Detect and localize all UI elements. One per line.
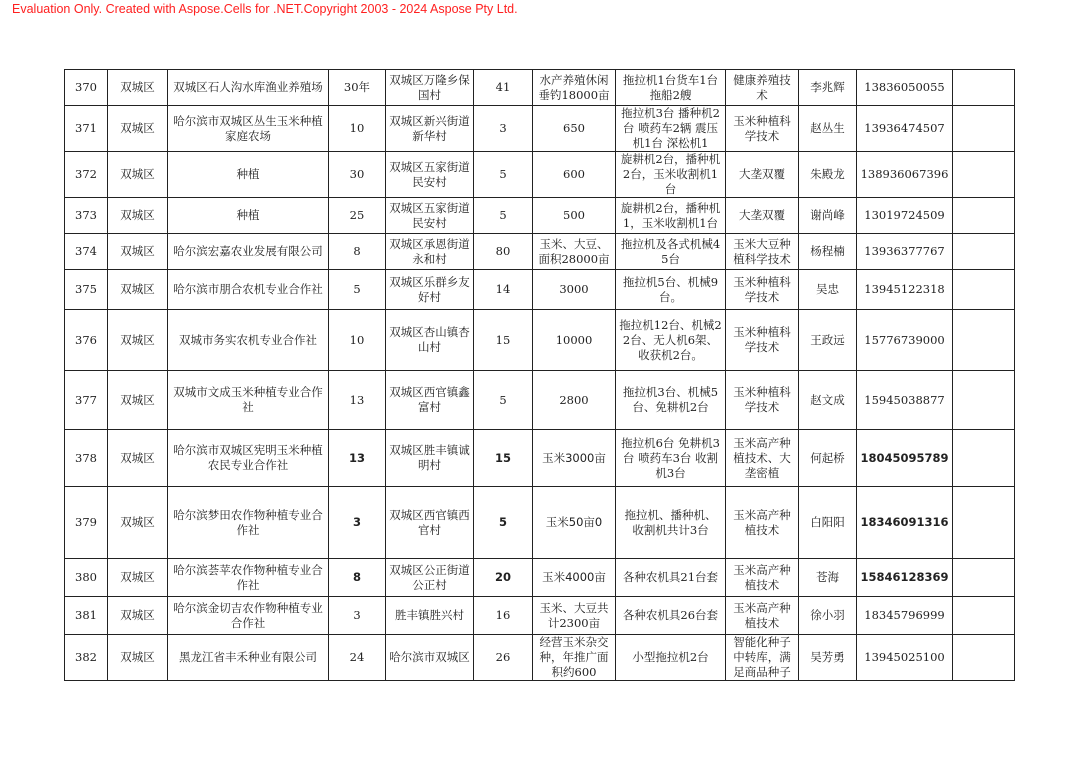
cell-district: 双城区 <box>108 371 168 430</box>
cell-years: 8 <box>329 234 386 270</box>
cell-tech: 玉米种植科学技术 <box>726 371 799 430</box>
cell-phone: 15846128369 <box>857 559 953 597</box>
cell-empty <box>953 70 1015 106</box>
cell-scale: 玉米、大豆、面积28000亩 <box>533 234 616 270</box>
cell-machinery: 拖拉机3台 播种机2台 喷药车2辆 震压机1台 深松机1 <box>616 106 726 152</box>
watermark-text: Evaluation Only. Created with Aspose.Cells for .NET.Copyright 2003 - 2024 Aspose Pty Ltd. <box>12 2 518 16</box>
cell-contact: 徐小羽 <box>799 597 857 635</box>
cell-location: 双城区五家街道民安村 <box>386 152 474 198</box>
spreadsheet-table <box>64 69 1015 681</box>
cell-district: 双城区 <box>108 559 168 597</box>
cell-location: 双城区新兴街道新华村 <box>386 106 474 152</box>
cell-years: 3 <box>329 597 386 635</box>
cell-empty <box>953 487 1015 559</box>
table-row <box>65 310 1015 371</box>
table-row <box>65 430 1015 487</box>
cell-scale: 玉米4000亩 <box>533 559 616 597</box>
cell-years: 3 <box>329 487 386 559</box>
cell-no: 378 <box>65 430 108 487</box>
cell-years: 25 <box>329 198 386 234</box>
cell-location: 双城区万隆乡保国村 <box>386 70 474 106</box>
cell-scale: 水产养殖休闲垂钓18000亩 <box>533 70 616 106</box>
cell-scale: 650 <box>533 106 616 152</box>
cell-workers: 41 <box>474 70 533 106</box>
cell-contact: 白阳阳 <box>799 487 857 559</box>
cell-no: 374 <box>65 234 108 270</box>
cell-tech: 智能化种子中转库，满足商品种子 <box>726 635 799 681</box>
cell-district: 双城区 <box>108 70 168 106</box>
table-row <box>65 234 1015 270</box>
cell-name: 哈尔滨金切吉农作物种植专业合作社 <box>168 597 329 635</box>
cell-tech: 健康养殖技术 <box>726 70 799 106</box>
cell-scale: 玉米50亩0 <box>533 487 616 559</box>
cell-tech: 玉米大豆种植科学技术 <box>726 234 799 270</box>
cell-contact: 李兆辉 <box>799 70 857 106</box>
cell-location: 双城区承恩街道永和村 <box>386 234 474 270</box>
cell-no: 375 <box>65 270 108 310</box>
cell-machinery: 拖拉机5台、机械9台。 <box>616 270 726 310</box>
cell-contact: 吴忠 <box>799 270 857 310</box>
cell-phone: 13936474507 <box>857 106 953 152</box>
cell-contact: 赵丛生 <box>799 106 857 152</box>
table-row <box>65 198 1015 234</box>
cell-district: 双城区 <box>108 487 168 559</box>
cell-empty <box>953 234 1015 270</box>
cell-contact: 赵文成 <box>799 371 857 430</box>
cell-years: 10 <box>329 106 386 152</box>
cell-phone: 138936067396 <box>857 152 953 198</box>
cell-empty <box>953 270 1015 310</box>
cell-workers: 5 <box>474 487 533 559</box>
cell-district: 双城区 <box>108 152 168 198</box>
cell-contact: 谢尚峰 <box>799 198 857 234</box>
cell-no: 381 <box>65 597 108 635</box>
cell-machinery: 各种农机具21台套 <box>616 559 726 597</box>
cell-empty <box>953 106 1015 152</box>
cell-phone: 13836050055 <box>857 70 953 106</box>
cell-years: 13 <box>329 430 386 487</box>
table-row <box>65 106 1015 152</box>
cell-empty <box>953 198 1015 234</box>
cell-workers: 26 <box>474 635 533 681</box>
cell-phone: 13936377767 <box>857 234 953 270</box>
cell-phone: 13945025100 <box>857 635 953 681</box>
cell-machinery: 旋耕机2台，播种机2台，玉米收割机1台 <box>616 152 726 198</box>
cell-scale: 600 <box>533 152 616 198</box>
cell-tech: 玉米高产种植技术 <box>726 597 799 635</box>
cell-name: 双城区石人沟水库渔业养殖场 <box>168 70 329 106</box>
cell-workers: 5 <box>474 152 533 198</box>
cell-empty <box>953 430 1015 487</box>
cell-no: 372 <box>65 152 108 198</box>
cell-phone: 18346091316 <box>857 487 953 559</box>
cell-years: 8 <box>329 559 386 597</box>
cell-district: 双城区 <box>108 234 168 270</box>
table-row <box>65 487 1015 559</box>
cell-machinery: 各种农机具26台套 <box>616 597 726 635</box>
cell-years: 5 <box>329 270 386 310</box>
cell-tech: 玉米种植科学技术 <box>726 310 799 371</box>
cell-location: 双城区五家街道民安村 <box>386 198 474 234</box>
table-row <box>65 371 1015 430</box>
cell-tech: 玉米高产种植技术 <box>726 559 799 597</box>
cell-contact: 苍海 <box>799 559 857 597</box>
cell-tech: 玉米高产种植技术 <box>726 487 799 559</box>
cell-empty <box>953 559 1015 597</box>
cell-empty <box>953 371 1015 430</box>
cell-phone: 13945122318 <box>857 270 953 310</box>
cell-district: 双城区 <box>108 635 168 681</box>
cell-empty <box>953 597 1015 635</box>
cell-no: 373 <box>65 198 108 234</box>
cell-district: 双城区 <box>108 310 168 371</box>
cell-workers: 15 <box>474 430 533 487</box>
cell-name: 种植 <box>168 198 329 234</box>
table-row <box>65 270 1015 310</box>
cell-tech: 大垄双覆 <box>726 152 799 198</box>
cell-tech: 大垄双覆 <box>726 198 799 234</box>
cell-workers: 15 <box>474 310 533 371</box>
cell-contact: 朱殿龙 <box>799 152 857 198</box>
cell-scale: 3000 <box>533 270 616 310</box>
cell-district: 双城区 <box>108 198 168 234</box>
cell-machinery: 拖拉机及各式机械45台 <box>616 234 726 270</box>
cell-scale: 玉米3000亩 <box>533 430 616 487</box>
table-row <box>65 152 1015 198</box>
cell-contact: 杨程楠 <box>799 234 857 270</box>
table-row <box>65 70 1015 106</box>
cell-workers: 5 <box>474 198 533 234</box>
cell-tech: 玉米种植科学技术 <box>726 270 799 310</box>
cell-name: 哈尔滨梦田农作物种植专业合作社 <box>168 487 329 559</box>
cell-empty <box>953 152 1015 198</box>
cell-no: 371 <box>65 106 108 152</box>
cell-district: 双城区 <box>108 597 168 635</box>
cell-workers: 20 <box>474 559 533 597</box>
cell-workers: 80 <box>474 234 533 270</box>
cell-location: 双城区胜丰镇诚明村 <box>386 430 474 487</box>
cell-empty <box>953 635 1015 681</box>
cell-machinery: 拖拉机12台、机械22台、无人机6架、收获机2台。 <box>616 310 726 371</box>
cell-scale: 10000 <box>533 310 616 371</box>
cell-location: 双城区西官镇西官村 <box>386 487 474 559</box>
cell-no: 376 <box>65 310 108 371</box>
cell-machinery: 拖拉机1台货车1台拖船2艘 <box>616 70 726 106</box>
cell-location: 双城区杏山镇杏山村 <box>386 310 474 371</box>
cell-no: 380 <box>65 559 108 597</box>
cell-contact: 吴芳勇 <box>799 635 857 681</box>
cell-workers: 14 <box>474 270 533 310</box>
cell-name: 哈尔滨市双城区丛生玉米种植家庭农场 <box>168 106 329 152</box>
cell-years: 13 <box>329 371 386 430</box>
table-row <box>65 597 1015 635</box>
cell-name: 哈尔滨宏嘉农业发展有限公司 <box>168 234 329 270</box>
cell-machinery: 小型拖拉机2台 <box>616 635 726 681</box>
cell-name: 种植 <box>168 152 329 198</box>
cell-district: 双城区 <box>108 106 168 152</box>
cell-scale: 2800 <box>533 371 616 430</box>
cell-years: 24 <box>329 635 386 681</box>
cell-district: 双城区 <box>108 430 168 487</box>
cell-name: 双城市务实农机专业合作社 <box>168 310 329 371</box>
cell-location: 哈尔滨市双城区 <box>386 635 474 681</box>
cell-contact: 何起桥 <box>799 430 857 487</box>
cell-no: 379 <box>65 487 108 559</box>
cell-location: 双城区公正街道公正村 <box>386 559 474 597</box>
cell-tech: 玉米高产种植技术、大垄密植 <box>726 430 799 487</box>
cell-empty <box>953 310 1015 371</box>
cell-years: 30年 <box>329 70 386 106</box>
cell-location: 双城区乐群乡友好村 <box>386 270 474 310</box>
cell-contact: 王政远 <box>799 310 857 371</box>
cell-scale: 经营玉米杂交种，年推广面积约600 <box>533 635 616 681</box>
table-row <box>65 559 1015 597</box>
cell-location: 胜丰镇胜兴村 <box>386 597 474 635</box>
cell-phone: 13019724509 <box>857 198 953 234</box>
cell-name: 哈尔滨荟苹农作物种植专业合作社 <box>168 559 329 597</box>
cell-phone: 15945038877 <box>857 371 953 430</box>
cell-name: 黑龙江省丰禾种业有限公司 <box>168 635 329 681</box>
cell-location: 双城区西官镇鑫富村 <box>386 371 474 430</box>
cell-phone: 15776739000 <box>857 310 953 371</box>
cell-years: 10 <box>329 310 386 371</box>
cell-years: 30 <box>329 152 386 198</box>
cell-phone: 18045095789 <box>857 430 953 487</box>
cell-no: 382 <box>65 635 108 681</box>
cell-tech: 玉米种植科学技术 <box>726 106 799 152</box>
cell-workers: 5 <box>474 371 533 430</box>
cell-machinery: 拖拉机、播种机、收割机共计3台 <box>616 487 726 559</box>
cell-name: 哈尔滨市双城区宪明玉米种植农民专业合作社 <box>168 430 329 487</box>
cell-machinery: 拖拉机6台 免耕机3台 喷药车3台 收割机3台 <box>616 430 726 487</box>
cell-no: 377 <box>65 371 108 430</box>
cell-workers: 3 <box>474 106 533 152</box>
cell-machinery: 拖拉机3台、机械5台、免耕机2台 <box>616 371 726 430</box>
cell-district: 双城区 <box>108 270 168 310</box>
cell-phone: 18345796999 <box>857 597 953 635</box>
table-row <box>65 635 1015 681</box>
cell-scale: 500 <box>533 198 616 234</box>
cell-scale: 玉米、大豆共计2300亩 <box>533 597 616 635</box>
cell-workers: 16 <box>474 597 533 635</box>
cell-no: 370 <box>65 70 108 106</box>
cell-name: 双城市文成玉米种植专业合作社 <box>168 371 329 430</box>
cell-machinery: 旋耕机2台，播种机1，玉米收割机1台 <box>616 198 726 234</box>
cell-name: 哈尔滨市朋合农机专业合作社 <box>168 270 329 310</box>
